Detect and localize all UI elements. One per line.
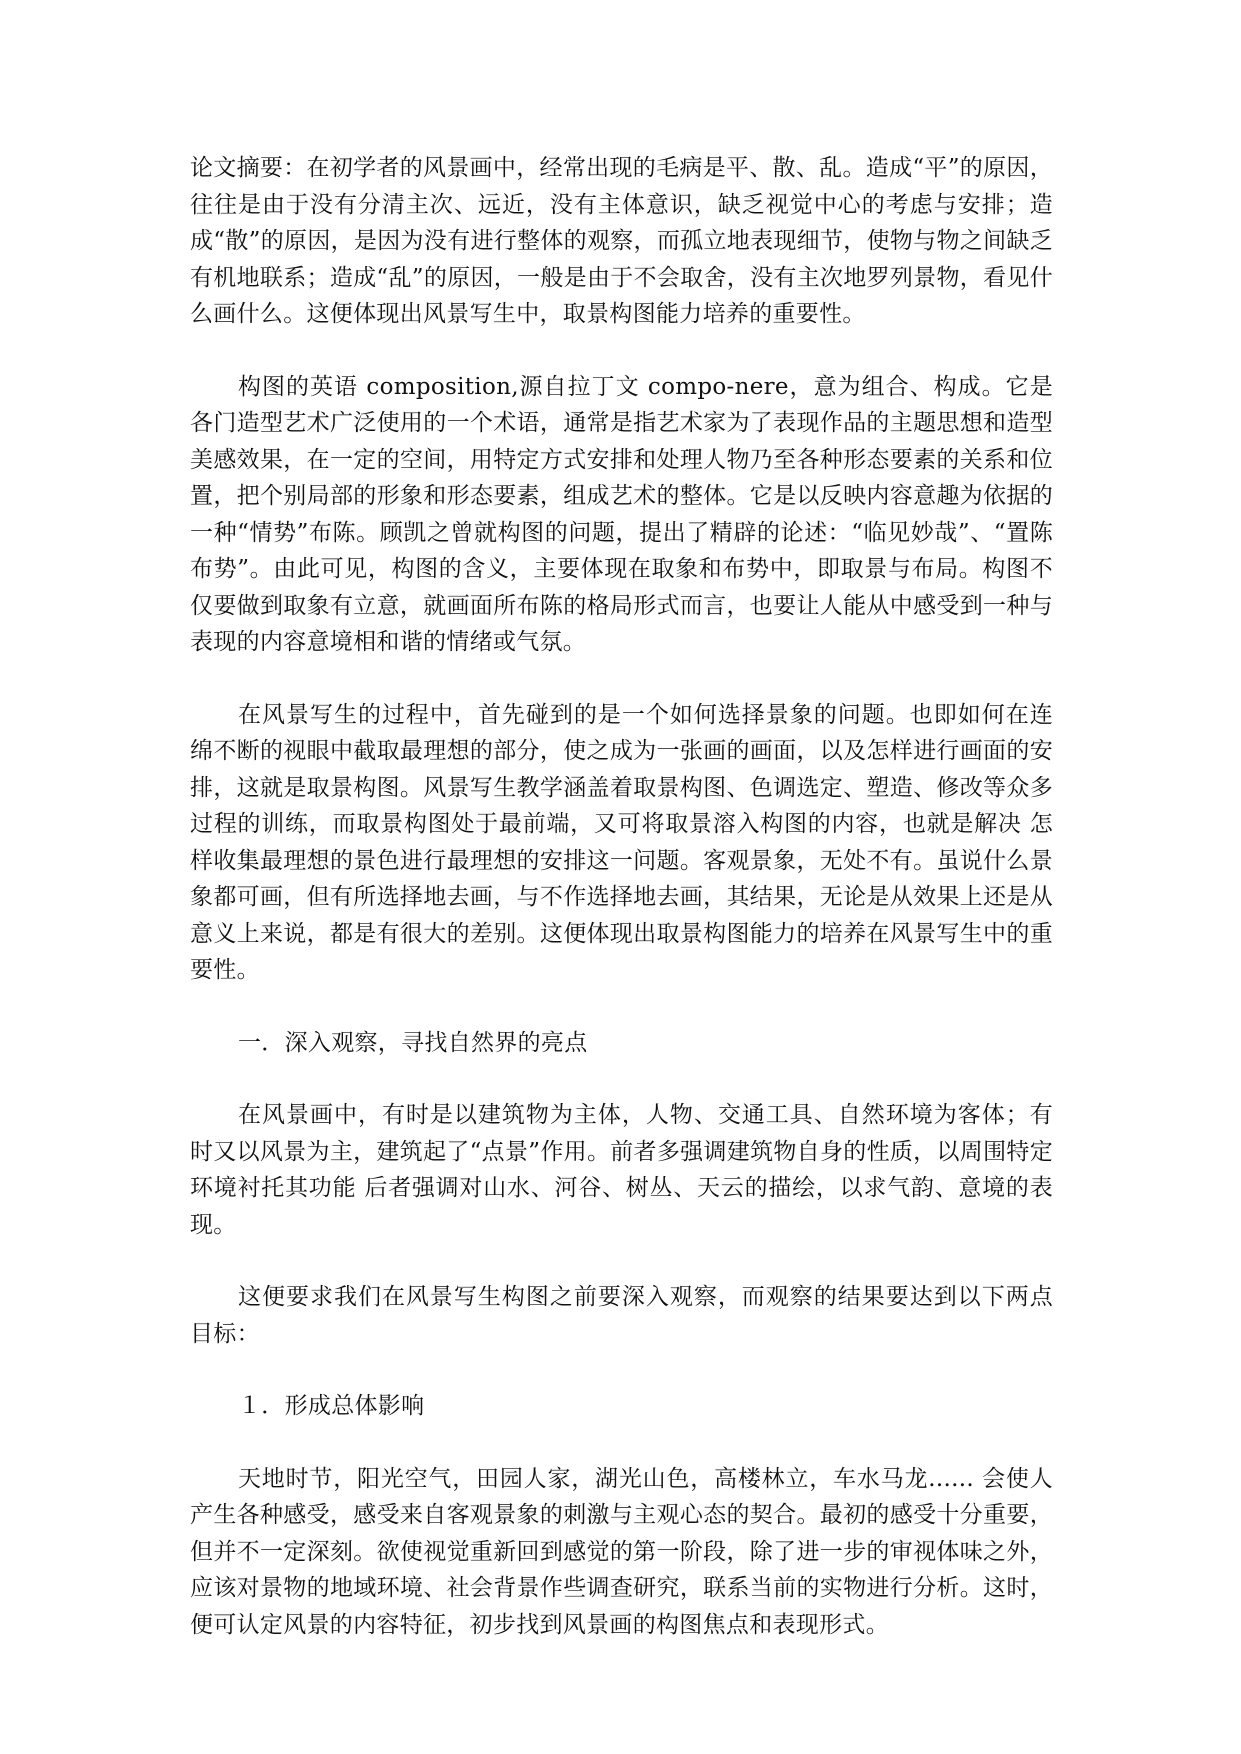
body-paragraph-subject: 在风景画中，有时是以建筑物为主体，人物、交通工具、自然环境为客体；有时又以风景为主，建筑起了“点景”作用。前者多强调建筑物自身的性质，以周围特定环境衬托其功能 后者强调对山水、河谷、树丛、天云的描绘，以求气韵、意境的表现。 — [190, 1102, 1053, 1238]
body-paragraph-goals: 这便要求我们在风景写生构图之前要深入观察，而观察的结果要达到以下两点目标： — [190, 1284, 1053, 1347]
body-paragraph-impression: 天地时节，阳光空气，田园人家，湖光山色，高楼林立，车水马龙...... 会使人产生各种感受，感受来自客观景象的刺激与主观心态的契合。最初的感受十分重要，但并不一定深刻。欲使视觉重新回到感觉的第一阶段，除了进一步的审视体味之外，应该对景物的地域环境、社会背景作些调查研究，联系当前的实物进行分析。这时，便可认定风景的内容特征，初步找到风景画的构图焦点和表现形式。 — [190, 1465, 1053, 1638]
body-paragraph-composition: 构图的英语 composition,源自拉丁文 compo-nere，意为组合、构成。它是各门造型艺术广泛使用的一个术语，通常是指艺术家为了表现作品的主题思想和造型美感效果，在一定的空间，用特定方式安排和处理人物乃至各种形态要素的关系和位置，把个别局部的形象和形态要素，组成艺术的整体。它是以反映内容意趣为依据的一种“情势”布陈。顾凯之曾就构图的问题，提出了精辟的论述：“临见妙哉”、“置陈布势”。由此可见，构图的含义，主要体现在取象和布势中，即取景与布局。构图不仅要做到取象有立意，就画面所布陈的格局形式而言，也要让人能从中感受到一种与表现的内容意境相和谐的情绪或气氛。 — [190, 373, 1053, 655]
section-heading-observation: 一．深入观察，寻找自然界的亮点 — [238, 1029, 588, 1056]
subsection-heading-overall-impression: １．形成总体影响 — [238, 1393, 425, 1419]
body-paragraph-landscape-sketching: 在风景写生的过程中，首先碰到的是一个如何选择景象的问题。也即如何在连绵不断的视眼中截取最理想的部分，使之成为一张画的画面，以及怎样进行画面的安排，这就是取景构图。风景写生教学涵盖着取景构图、色调选定、塑造、修改等众多过程的训练，而取景构图处于最前端，又可将取景溶入构图的内容，也就是解决 怎样收集最理想的景色进行最理想的安排这一问题。客观景象，无处不有。虽说什么景象都可画，但有所选择地去画，与不作选择地去画，其结果，无论是从效果上还是从意义上来说，都是有很大的差别。这便体现出取景构图能力的培养在风景写生中的重要性。 — [190, 701, 1053, 983]
abstract-paragraph: 论文摘要：在初学者的风景画中，经常出现的毛病是平、散、乱。造成“平”的原因，往往是由于没有分清主次、远近，没有主体意识，缺乏视觉中心的考虑与安排；造成“散”的原因，是因为没有进行整体的观察，而孤立地表现细节，使物与物之间缺乏有机地联系；造成“乱”的原因，一般是由于不会取舍，没有主次地罗列景物，看见什么画什么。这便体现出风景写生中，取景构图能力培养的重要性。 — [190, 155, 1053, 327]
document-page — [190, 150, 1053, 1679]
